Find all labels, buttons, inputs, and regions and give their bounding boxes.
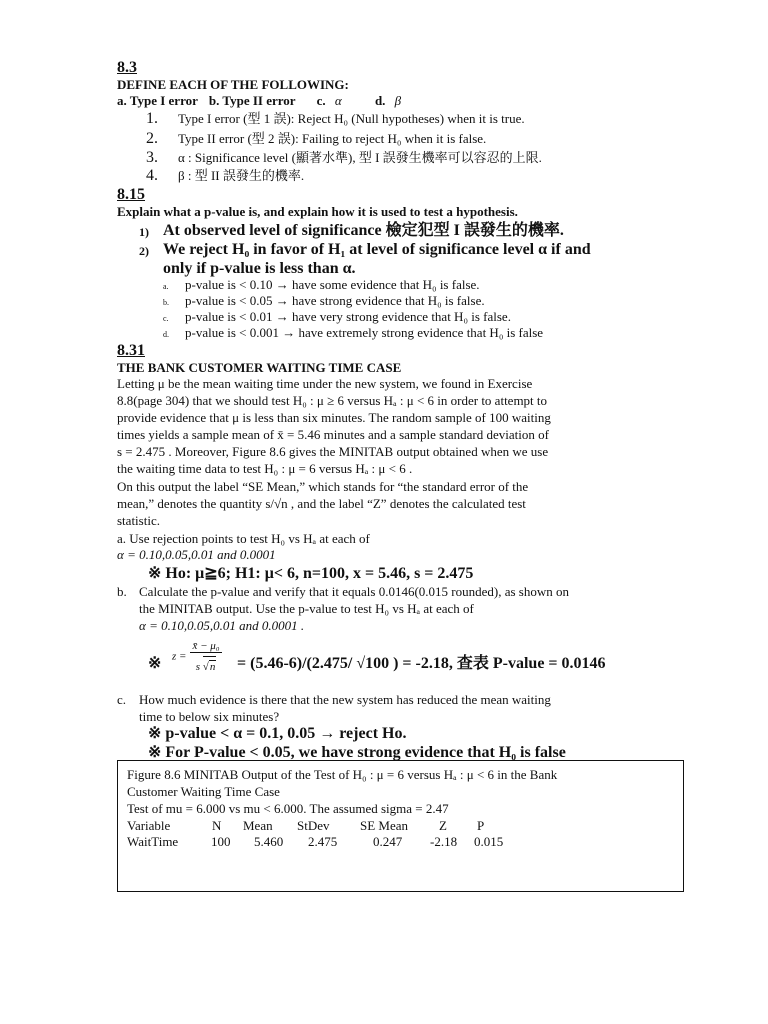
figure-8-6-box	[117, 760, 684, 892]
answer-b: = (5.46-6)/(2.475/ √100 ) = -2.18, 查表 P-value = 0.0146	[237, 655, 606, 672]
definition-item-4: β : 型 II 誤發生的機率.	[178, 168, 305, 183]
reference-mark: ※	[148, 655, 162, 672]
header-stdev: StDev	[297, 818, 330, 833]
header-mean: Mean	[243, 818, 273, 833]
paragraph-1-line-6: the waiting time data to test H₀ : μ = 6 versus Hₐ : μ < 6 .	[117, 461, 413, 476]
sub-number-b: b.	[163, 298, 169, 307]
z-lhs: z =	[172, 650, 187, 663]
question-b-line-3: α = 0.10,0.05,0.01 and 0.0001 .	[139, 618, 305, 633]
paragraph-1-line-1: Letting μ be the mean waiting time under the new system, we found in Exercise	[117, 376, 533, 391]
z-formula	[172, 640, 222, 673]
option-a: a. Type I error	[117, 93, 198, 108]
z-den-n: n	[209, 661, 216, 673]
sub-item-a: p-value is < 0.10 → have some evidence that H₀ is false.	[185, 277, 480, 292]
section-8-31-number: 8.31	[117, 342, 145, 359]
definition-number-4: 4.	[146, 167, 158, 184]
cell-z: -2.18	[430, 834, 458, 849]
question-a-line-2: α = 0.10,0.05,0.01 and 0.0001	[117, 547, 276, 562]
answer-a: ※ Ho: μ≧6; H1: μ< 6, n=100, x = 5.46, s = 2.475	[148, 565, 474, 582]
definition-number-1: 1.	[146, 110, 158, 127]
sub-number-a: a.	[163, 282, 169, 291]
question-c-line-1: How much evidence is there that the new system has reduced the mean waiting	[139, 692, 551, 707]
output-header-row	[127, 818, 547, 834]
cell-se-mean: 0.247	[373, 834, 403, 849]
sub-item-d: p-value is < 0.001 → have extremely strong evidence that H₀ is false	[185, 325, 544, 340]
sub-item-b: p-value is < 0.05 → have strong evidence that H₀ is false.	[185, 293, 485, 308]
section-8-31-heading: THE BANK CUSTOMER WAITING TIME CASE	[117, 360, 402, 375]
definition-number-3: 3.	[146, 149, 158, 166]
z-den-s: s	[195, 661, 201, 673]
paragraph-1-line-2: 8.8(page 304) that we should test H₀ : μ ≥ 6 versus Hₐ : μ < 6 in order to attempt to	[117, 393, 548, 408]
point-number-1: 1)	[139, 225, 149, 239]
option-d-symbol: β	[394, 93, 402, 108]
section-8-3-heading: DEFINE EACH OF THE FOLLOWING:	[117, 77, 349, 92]
sub-number-d: d.	[163, 330, 169, 339]
paragraph-2-line-3: statistic.	[117, 513, 160, 528]
answer-c-2: ※ For P-value < 0.05, we have strong evidence that H₀ is false	[148, 744, 566, 761]
section-8-3-number: 8.3	[117, 59, 137, 76]
definition-item-2: Type II error (型 2 誤): Failing to reject H₀ when it is false.	[178, 131, 487, 146]
point-2-continued: only if p-value is less than α.	[163, 260, 356, 277]
z-numerator: x̄ − μ₀	[192, 640, 220, 652]
paragraph-2-line-2: mean,” denotes the quantity s/√n , and the label “Z” denotes the calculated test	[117, 496, 526, 511]
question-b-line-1: Calculate the p-value and verify that it equals 0.0146(0.015 rounded), as shown on	[139, 584, 569, 599]
option-c-symbol: α	[334, 93, 342, 108]
cell-n: 100	[211, 834, 231, 849]
definition-item-3: α : Significance level (顯著水準), 型 I 誤發生機率可以容忍的上限.	[178, 150, 542, 165]
cell-mean: 5.460	[254, 834, 284, 849]
answer-c-1: ※ p-value < α = 0.1, 0.05 → reject Ho.	[148, 725, 407, 742]
cell-variable: WaitTime	[127, 834, 179, 849]
section-8-15-question: Explain what a p-value is, and explain how it is used to test a hypothesis.	[117, 204, 518, 219]
paragraph-1-line-3: provide evidence that μ is less than six minutes. The random sample of 100 waiting	[117, 410, 551, 425]
header-variable: Variable	[127, 818, 171, 833]
question-a-line-1: a. Use rejection points to test H₀ vs Hₐ at each of	[117, 531, 370, 546]
paragraph-2-line-1: On this output the label “SE Mean,” which stands for “the standard error of the	[117, 479, 529, 494]
z-fraction	[190, 640, 221, 673]
question-c-number: c.	[117, 692, 127, 707]
output-data-row	[127, 834, 547, 850]
sub-item-c: p-value is < 0.01 → have very strong evidence that H₀ is false.	[185, 309, 511, 324]
definition-item-1: Type I error (型 1 誤): Reject H₀ (Null hypotheses) when it is true.	[178, 111, 525, 126]
paragraph-1-line-4: times yields a sample mean of x̄ = 5.46 minutes and a sample standard deviation of	[117, 427, 549, 442]
definition-number-2: 2.	[146, 130, 158, 147]
header-p: P	[477, 818, 485, 833]
point-1: At observed level of significance 檢定犯型 I 誤發生的機率.	[163, 222, 564, 239]
header-se-mean: SE Mean	[360, 818, 409, 833]
question-b-number: b.	[117, 584, 127, 599]
z-den-sqrt: √n	[203, 656, 217, 673]
question-c-line-2: time to below six minutes?	[139, 709, 280, 724]
options-line	[117, 93, 401, 109]
option-d: d.	[374, 93, 386, 108]
point-2: We reject H₀ in favor of H₁ at level of significance level α if and	[163, 241, 591, 258]
question-b-line-2: the MINITAB output. Use the p-value to test H₀ vs Hₐ at each of	[139, 601, 474, 616]
section-8-15-number: 8.15	[117, 186, 145, 203]
point-number-2: 2)	[139, 244, 149, 258]
figure-caption-line-1: Figure 8.6 MINITAB Output of the Test of H₀ : μ = 6 versus Hₐ : μ < 6 in the Bank	[127, 767, 558, 782]
header-z: Z	[439, 818, 447, 833]
header-n: N	[212, 818, 222, 833]
cell-stdev: 2.475	[308, 834, 338, 849]
test-line: Test of mu = 6.000 vs mu < 6.000. The assumed sigma = 2.47	[127, 801, 449, 816]
paragraph-1-line-5: s = 2.475 . Moreover, Figure 8.6 gives the MINITAB output obtained when we use	[117, 444, 549, 459]
option-c: c.	[316, 93, 326, 108]
cell-p: 0.015	[474, 834, 504, 849]
sub-number-c: c.	[163, 314, 169, 323]
option-b: b. Type II error	[208, 93, 296, 108]
figure-caption-line-2: Customer Waiting Time Case	[127, 784, 280, 799]
z-denominator	[190, 653, 221, 673]
